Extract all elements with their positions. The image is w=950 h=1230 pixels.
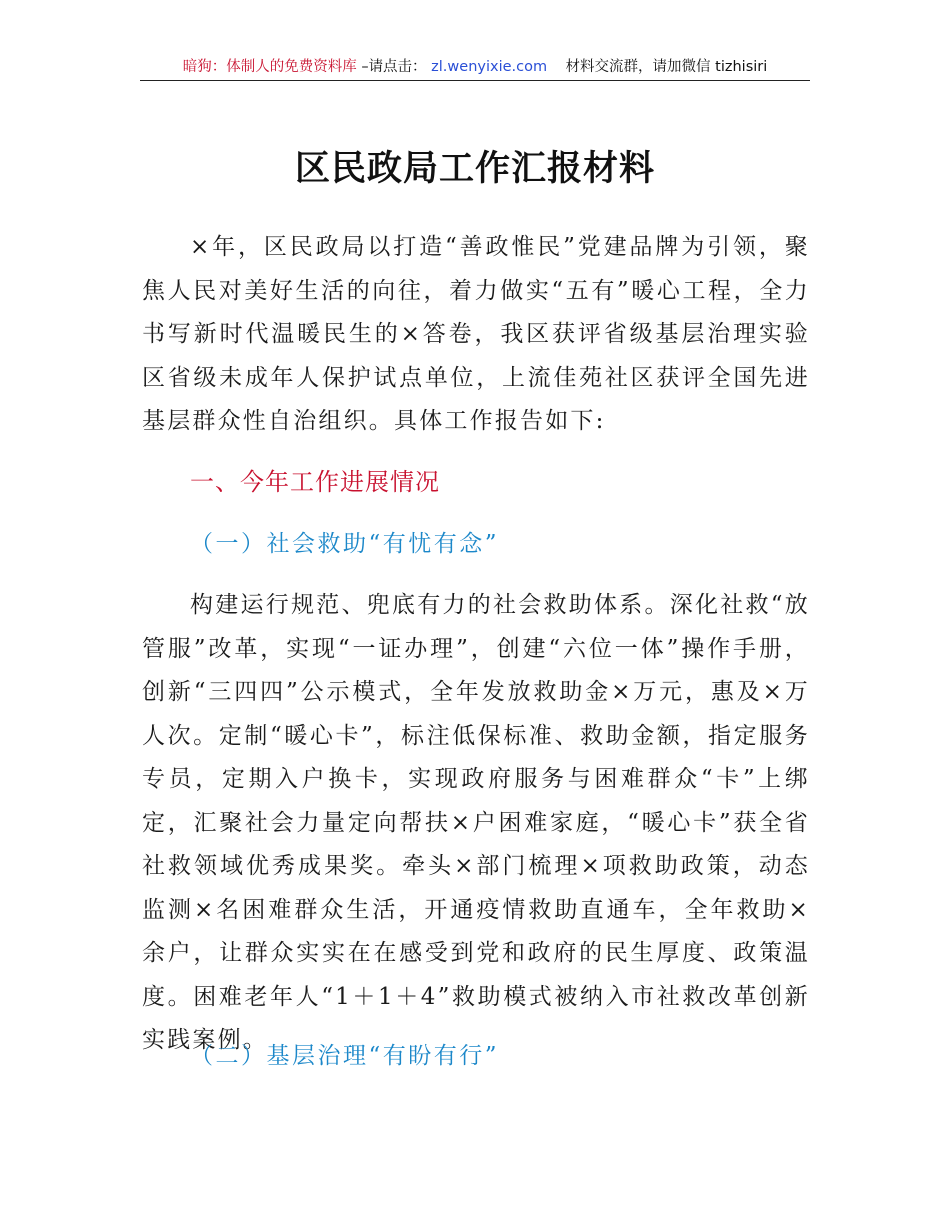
site-name: 暗狗：体制人的免费资料库 <box>182 59 357 75</box>
site-url-link[interactable]: zl.wenyixie.com <box>431 59 548 75</box>
click-prompt: –请点击： <box>361 59 427 75</box>
section-heading-1: 一、今年工作进展情况 <box>190 468 440 496</box>
intro-paragraph: ×年，区民政局以打造“善政惟民”党建品牌为引领，聚焦人民对美好生活的向往，着力做实“五有”暖心工程，全力书写新时代温暖民生的×答卷，我区获评省级基层治理实验区省级未成年人保护试点单位，上流佳苑社区获评全国先进基层群众性自治组织。具体工作报告如下: <box>142 234 810 434</box>
subsection-heading-1: （一）社会救助“有忧有念” <box>190 531 500 557</box>
document-title: 区民政局工作汇报材料 <box>294 149 655 189</box>
subsection-heading-2: （二）基层治理“有盼有行” <box>190 1043 500 1069</box>
subsection-1-paragraph: 构建运行规范、兜底有力的社会救助体系。深化社救“放管服”改革，实现“一证办理”，创建“六位一体”操作手册，创新“三四四”公示模式，全年发放救助金×万元，惠及×万人次。定制“暖心卡”，标注低保标准、救助金额，指定服务专员，定期入户换卡，实现政府服务与困难群众“卡”上绑定，汇聚社会力量定向帮扶×户困难家庭，“暖心卡”获全省社救领域优秀成果奖。牵头×部门梳理×项救助政策，动态监测×名困难群众生活，开通疫情救助直通车，全年救助×余户，让群众实实在在感受到党和政府的民生厚度、政策温度。困难老年人“1＋1＋4”救助模式被纳入市社救改革创新实践案例。 <box>142 592 810 1053</box>
page-header <box>140 56 810 81</box>
group-note: 材料交流群，请加微信 tizhisiri <box>565 59 768 75</box>
